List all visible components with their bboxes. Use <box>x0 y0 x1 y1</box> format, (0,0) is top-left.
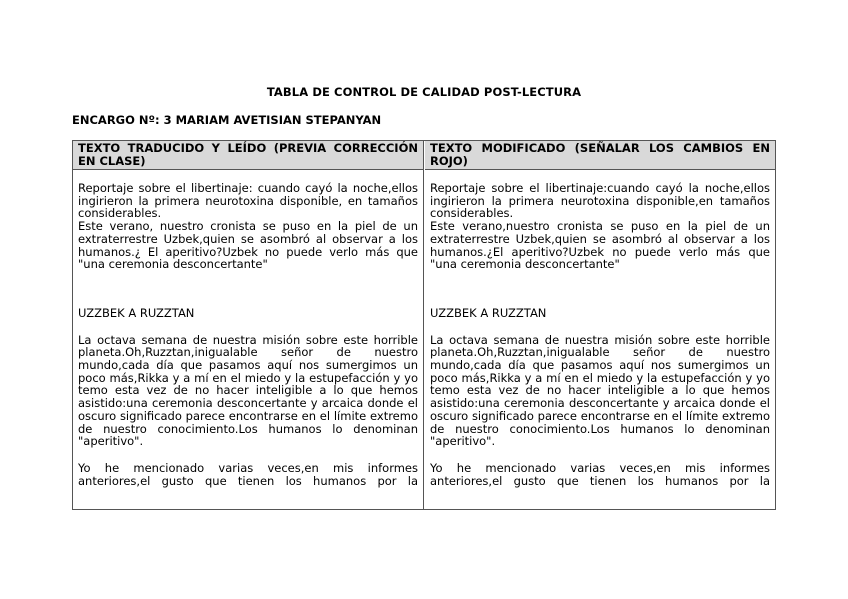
paragraph: La octava semana de nuestra misión sobre este horrible planeta.Oh,Ruzztan,inigualable señor de nuestro mundo,cada día que pasamos aquí nos sumergimos un poco más,Rikka y a mí en el miedo y la estupefacción y yo temo esta vez de no hacer inteligible a lo que hemos asistido:una ceremonia desconcertante y arcaica donde el oscuro significado parece encontrarse en el límite extremo de nuestro conocimiento.Los humanos lo denominan "aperitivo". <box>430 332 770 449</box>
translated-text-column <box>73 141 424 509</box>
paragraph: Yo he mencionado varias veces,en mis informes anteriores,el gusto que tienen los humanos por la <box>78 460 418 488</box>
section-heading: UZZBEK A RUZZTAN <box>430 305 547 320</box>
document-subtitle: ENCARGO Nº: 3 MARIAM AVETISIAN STEPANYAN <box>72 113 382 127</box>
paragraph: Reportaje sobre el libertinaje:cuando cayó la noche,ellos ingirieron la primera neurotoxina disponible,en tamaños considerables. <box>430 181 770 221</box>
paragraph: Yo he mencionado varias veces,en mis informes anteriores,el gusto que tienen los humanos por la <box>430 460 770 488</box>
document-title: TABLA DE CONTROL DE CALIDAD POST-LECTURA <box>266 85 582 99</box>
modified-text-column <box>425 141 775 509</box>
paragraph: Este verano,nuestro cronista se puso en la piel de un extraterrestre Uzbek,quien se asombró al observar a los humanos.¿El aperitivo?Uzbek no puede verlo más que "una ceremonia desconcertante" <box>430 219 770 272</box>
section-heading: UZZBEK A RUZZTAN <box>78 305 195 320</box>
translated-text-body <box>73 170 423 487</box>
translated-text-header: TEXTO TRADUCIDO Y LEÍDO (PREVIA CORRECCIÓN EN CLASE) <box>73 141 423 170</box>
quality-control-table <box>72 140 776 510</box>
modified-text-body <box>425 170 775 487</box>
paragraph: Reportaje sobre el libertinaje: cuando cayó la noche,ellos ingirieron la primera neurotoxina disponible, en tamaños considerables. <box>78 181 418 221</box>
paragraph: Este verano, nuestro cronista se puso en la piel de un extraterrestre Uzbek,quien se asombró al observar a los humanos.¿ El aperitivo?Uzbek no puede verlo más que "una ceremonia desconcertante" <box>78 219 418 272</box>
paragraph: La octava semana de nuestra misión sobre este horrible planeta.Oh,Ruzztan,inigualable señor de nuestro mundo,cada día que pasamos aquí nos sumergimos un poco más,Rikka y a mí en el miedo y la estupefacción y yo temo esta vez de no hacer inteligible a lo que hemos asistido:una ceremonia desconcertante y arcaica donde el oscuro significado parece encontrarse en el límite extremo de nuestro conocimiento.Los humanos lo denominan "aperitivo". <box>78 332 418 449</box>
modified-text-header: TEXTO MODIFICADO (SEÑALAR LOS CAMBIOS EN ROJO) <box>425 141 775 170</box>
